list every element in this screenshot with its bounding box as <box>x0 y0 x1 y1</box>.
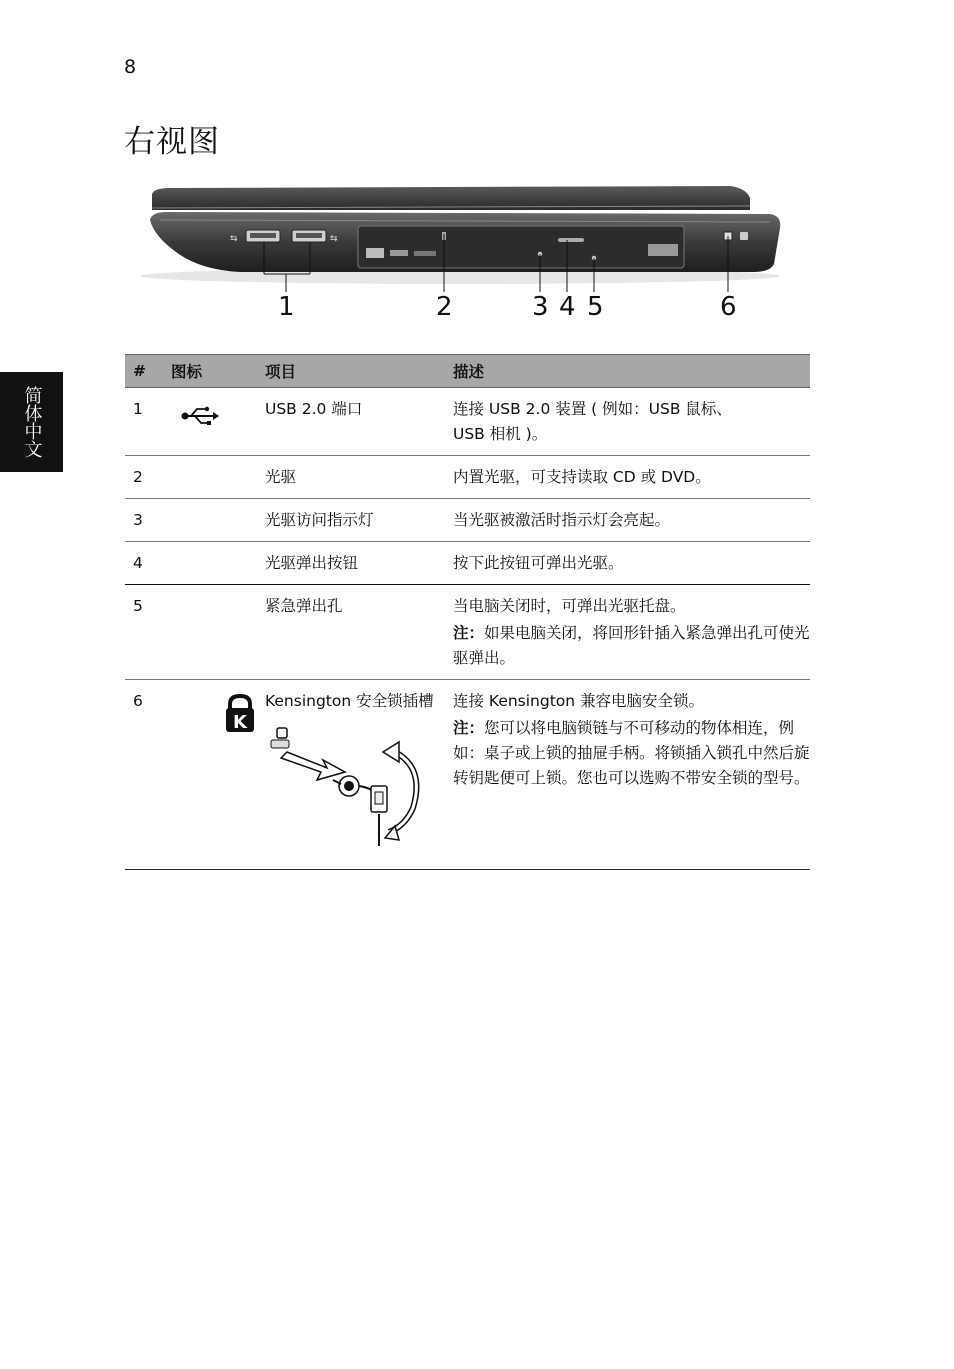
laptop-right-side-illustration <box>130 180 790 330</box>
header-num: # <box>125 355 163 388</box>
callout-3: 3 <box>532 292 549 322</box>
row-icon-cell <box>163 388 257 456</box>
row-desc: 内置光驱，可支持读取 CD 或 DVD。 <box>445 456 810 499</box>
table-row <box>125 499 810 542</box>
language-side-tab <box>0 372 63 472</box>
row-desc-cell <box>445 680 810 870</box>
row-num: 4 <box>125 542 163 585</box>
callout-5: 5 <box>587 292 604 322</box>
row-desc: 当光驱被激活时指示灯会亮起。 <box>445 499 810 542</box>
table-header-row <box>125 355 810 388</box>
header-icon: 图标 <box>163 355 257 388</box>
row-icon-cell <box>163 680 257 870</box>
svg-text:⇆: ⇆ <box>230 234 238 244</box>
row-item: 紧急弹出孔 <box>257 585 445 680</box>
row-item: USB 2.0 端口 <box>257 388 445 456</box>
kensington-lock-icon <box>223 693 257 733</box>
row-icon-cell <box>163 585 257 680</box>
note-label: 注： <box>453 719 485 737</box>
header-item: 项目 <box>257 355 445 388</box>
row-num: 5 <box>125 585 163 680</box>
row-icon-cell <box>163 499 257 542</box>
callout-4: 4 <box>559 292 576 322</box>
row-item: Kensington 安全锁插槽 <box>265 692 434 710</box>
row-num: 3 <box>125 499 163 542</box>
row-desc: 按下此按钮可弹出光驱。 <box>445 542 810 585</box>
row-num: 2 <box>125 456 163 499</box>
header-desc: 描述 <box>445 355 810 388</box>
ports-table <box>125 354 810 870</box>
row-note <box>453 621 810 671</box>
table-row <box>125 456 810 499</box>
row-desc: 连接 USB 2.0 装置 ( 例如：USB 鼠标、 <box>453 400 732 418</box>
row-icon-cell <box>163 542 257 585</box>
table-row <box>125 388 810 456</box>
row-desc: 当电脑关闭时，可弹出光驱托盘。 <box>453 597 686 615</box>
row-desc: 连接 Kensington 兼容电脑安全锁。 <box>453 692 705 710</box>
row-item: 光驱访问指示灯 <box>257 499 445 542</box>
row-desc-cell <box>445 585 810 680</box>
section-title: 右视图 <box>124 124 220 160</box>
row-item: 光驱弹出按钮 <box>257 542 445 585</box>
language-label: 简体中文 <box>21 386 43 458</box>
row-icon-cell <box>163 456 257 499</box>
callout-1: 1 <box>278 292 295 322</box>
row-item: 光驱 <box>257 456 445 499</box>
row-item-cell <box>257 680 445 870</box>
svg-text:K: K <box>233 712 247 733</box>
svg-text:⇆: ⇆ <box>330 234 338 244</box>
row-num: 6 <box>125 680 163 870</box>
callout-6: 6 <box>720 292 737 322</box>
table-row <box>125 585 810 680</box>
note-text: 如果电脑关闭，将回形针插入紧急弹出孔可使光驱弹出。 <box>453 624 810 667</box>
lock-installation-illustration <box>265 722 435 850</box>
row-desc-cell <box>445 388 810 456</box>
note-label: 注： <box>453 624 485 642</box>
row-note <box>453 716 810 791</box>
usb-icon <box>179 403 219 429</box>
table-row <box>125 542 810 585</box>
row-desc-continued: USB 相机 )。 <box>453 425 548 443</box>
note-text: 您可以将电脑锁链与不可移动的物体相连，例如：桌子或上锁的抽屉手柄。将锁插入锁孔中然后旋转钥匙便可上锁。您也可以选购不带安全锁的型号。 <box>453 719 810 787</box>
page-number: 8 <box>124 56 137 78</box>
callout-2: 2 <box>436 292 453 322</box>
row-num: 1 <box>125 388 163 456</box>
table-row <box>125 680 810 870</box>
